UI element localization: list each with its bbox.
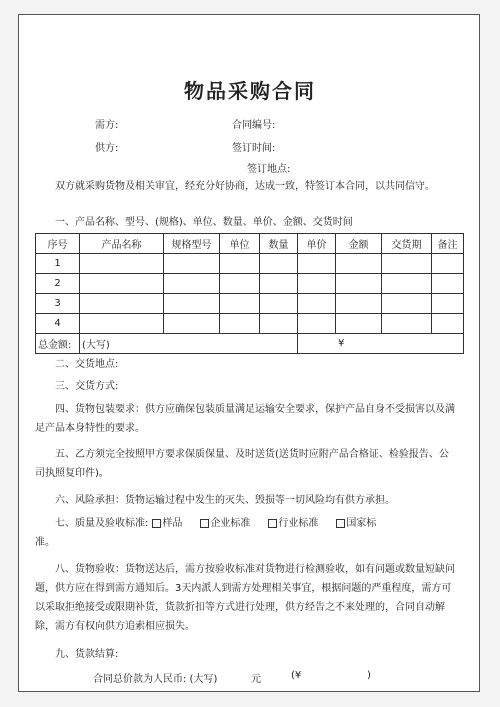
- total-capital: (大写): [80, 334, 298, 354]
- product-table: [35, 233, 464, 354]
- option-label: 企业标准: [210, 518, 251, 529]
- section-9-text: 九、货款结算:: [55, 649, 119, 660]
- row-number: 1: [36, 254, 80, 274]
- option-label: 样品: [162, 518, 183, 529]
- total-row: [36, 334, 464, 354]
- payment-unit: 元: [251, 674, 261, 685]
- total-label: 总金额:: [36, 334, 80, 354]
- supplier-label: 供方:: [95, 143, 119, 154]
- col-header: 交货期: [382, 234, 432, 254]
- section-1-text: 一、产品名称、型号、(规格)、单位、数量、单价、金额、交货时间: [55, 217, 353, 228]
- intro-paragraph: [35, 177, 455, 196]
- section-6: [35, 491, 455, 510]
- section-8-text: 八、货物验收：货物送达后，需方按验收标准对货物进行检测验收，如有问题或数量短缺问题，供方应在得到需方通知后。3天内派人到需方处理相关事宜，根据问题的严重程度，需方可以采取拒绝接受或限期补货，货款折扣等方式进行处理，供方经告之不来处理的，合同自动解除，需方有权向供方追索相应损失。: [35, 564, 455, 632]
- total-yen: ¥: [298, 334, 464, 354]
- intro-text: 双方就采购货物及相关审宜，经充分好协商，达成一致，特签订本合同，以共同信守。: [55, 181, 435, 192]
- contract-page: [18, 14, 480, 692]
- sign-time-label: 签订时间:: [232, 143, 276, 154]
- payment-close: ): [367, 670, 371, 681]
- row-number: 3: [36, 294, 80, 314]
- col-header: 金额: [336, 234, 382, 254]
- sign-place-label: 签订地点:: [247, 164, 291, 175]
- table-row: [36, 254, 464, 274]
- payment-yen: (¥: [291, 670, 302, 681]
- section-9: [35, 645, 455, 664]
- section-7-text: [35, 514, 455, 533]
- section-6-text: 六、风险承担：货物运输过程中发生的灭失、毁损等一切风险均有供方承担。: [55, 495, 395, 506]
- col-header: 备注: [432, 234, 464, 254]
- payment-label: 合同总价款为人民币: (大写): [93, 674, 218, 685]
- buyer-label: 需方:: [95, 120, 119, 131]
- contract-no-label: 合同编号:: [232, 120, 276, 131]
- row-number: 4: [36, 314, 80, 334]
- col-header: 规格型号: [164, 234, 220, 254]
- table-row: [36, 274, 464, 294]
- section-4: [35, 400, 455, 438]
- row-number: 2: [36, 274, 80, 294]
- checkbox[interactable]: [268, 519, 277, 528]
- checkbox[interactable]: [336, 519, 345, 528]
- section-7-label: 七、质量及验收标准:: [55, 518, 149, 529]
- col-header: 单位: [220, 234, 260, 254]
- option-label: 行业标准: [278, 518, 319, 529]
- col-header: 数量: [260, 234, 298, 254]
- section-3-text: 三、交货方式:: [55, 381, 119, 392]
- page-title: 物品采购合同: [184, 79, 316, 103]
- section-2: [35, 355, 455, 374]
- checkbox[interactable]: [152, 519, 161, 528]
- section-5-text: 五、乙方须完全按照甲方要求保质保量、及时送货(送货时应附产品合格证、检验报告、公司执照复印件)。: [35, 449, 449, 479]
- section-3: [35, 377, 455, 396]
- section-5: [35, 445, 455, 483]
- table-row: [36, 314, 464, 334]
- section-7-tail: 准。: [35, 537, 55, 548]
- col-header: 产品名称: [80, 234, 164, 254]
- section-2-text: 二、交货地点:: [55, 359, 119, 370]
- table-header-row: [36, 234, 464, 254]
- col-header: 序号: [36, 234, 80, 254]
- section-1: [35, 213, 455, 232]
- checkbox[interactable]: [200, 519, 209, 528]
- section-4-text: 四、货物包装要求：供方应确保包装质量满足运输安全要求，保护产品自身不受损害以及满足产品本身特性的要求。: [35, 404, 455, 434]
- option-label: 国家标: [346, 518, 377, 529]
- section-8: [35, 560, 455, 636]
- section-7: [35, 514, 455, 552]
- col-header: 单价: [298, 234, 336, 254]
- table-row: [36, 294, 464, 314]
